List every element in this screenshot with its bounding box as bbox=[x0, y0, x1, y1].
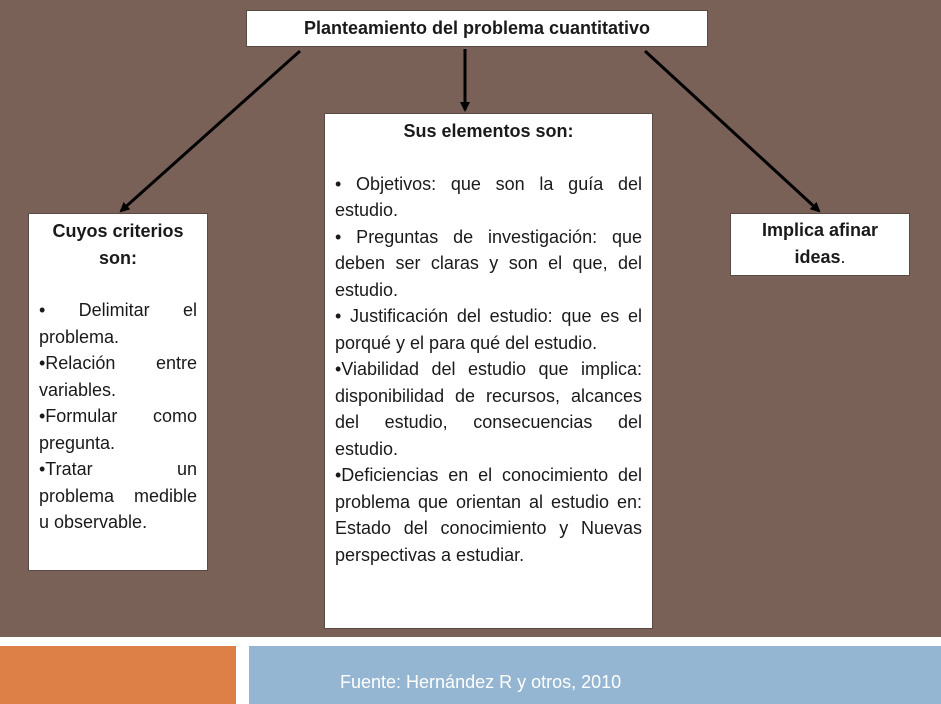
elements-list bbox=[335, 171, 642, 569]
elements-item: • Justificación del estudio: que es el porqué y el para qué del estudio. bbox=[335, 306, 642, 353]
elements-item: •Deficiencias en el conocimiento del problema que orientan al estudio en: Estado del conocimiento y Nuevas perspectivas a estudiar. bbox=[335, 465, 642, 565]
criteria-item: • Delimitar el problema. bbox=[39, 300, 197, 347]
implication-text: Implica afinar ideas bbox=[761, 220, 879, 267]
elements-item: • Preguntas de investigación: que deben ser claras y son el que, del estudio. bbox=[335, 226, 642, 300]
criteria-heading: Cuyos criterios son: bbox=[52, 221, 184, 268]
elements-item: •Viabilidad del estudio que implica: disponibilidad de recursos, alcances del estudio, consecuencias del estudio. bbox=[335, 359, 642, 459]
arrow-to-left-box bbox=[121, 51, 300, 211]
elements-item: • Objetivos: que son la guía del estudio. bbox=[335, 173, 642, 220]
implication-box bbox=[730, 213, 910, 276]
arrow-to-right-box bbox=[645, 51, 819, 211]
elements-box bbox=[324, 113, 653, 629]
criteria-item: •Formular como pregunta. bbox=[39, 406, 197, 453]
criteria-box bbox=[28, 213, 208, 571]
criteria-list bbox=[39, 297, 197, 536]
criteria-item: •Relación entre variables. bbox=[39, 353, 197, 400]
footer-accent-orange bbox=[0, 646, 236, 704]
implication-period: . bbox=[840, 246, 846, 267]
source-citation: Fuente: Hernández R y otros, 2010 bbox=[340, 672, 622, 692]
elements-heading: Sus elementos son: bbox=[403, 121, 574, 141]
title-box bbox=[246, 10, 708, 47]
criteria-item: •Tratar un problema medible u observable. bbox=[39, 459, 197, 532]
diagram-title: Planteamiento del problema cuantitativo bbox=[303, 18, 651, 38]
